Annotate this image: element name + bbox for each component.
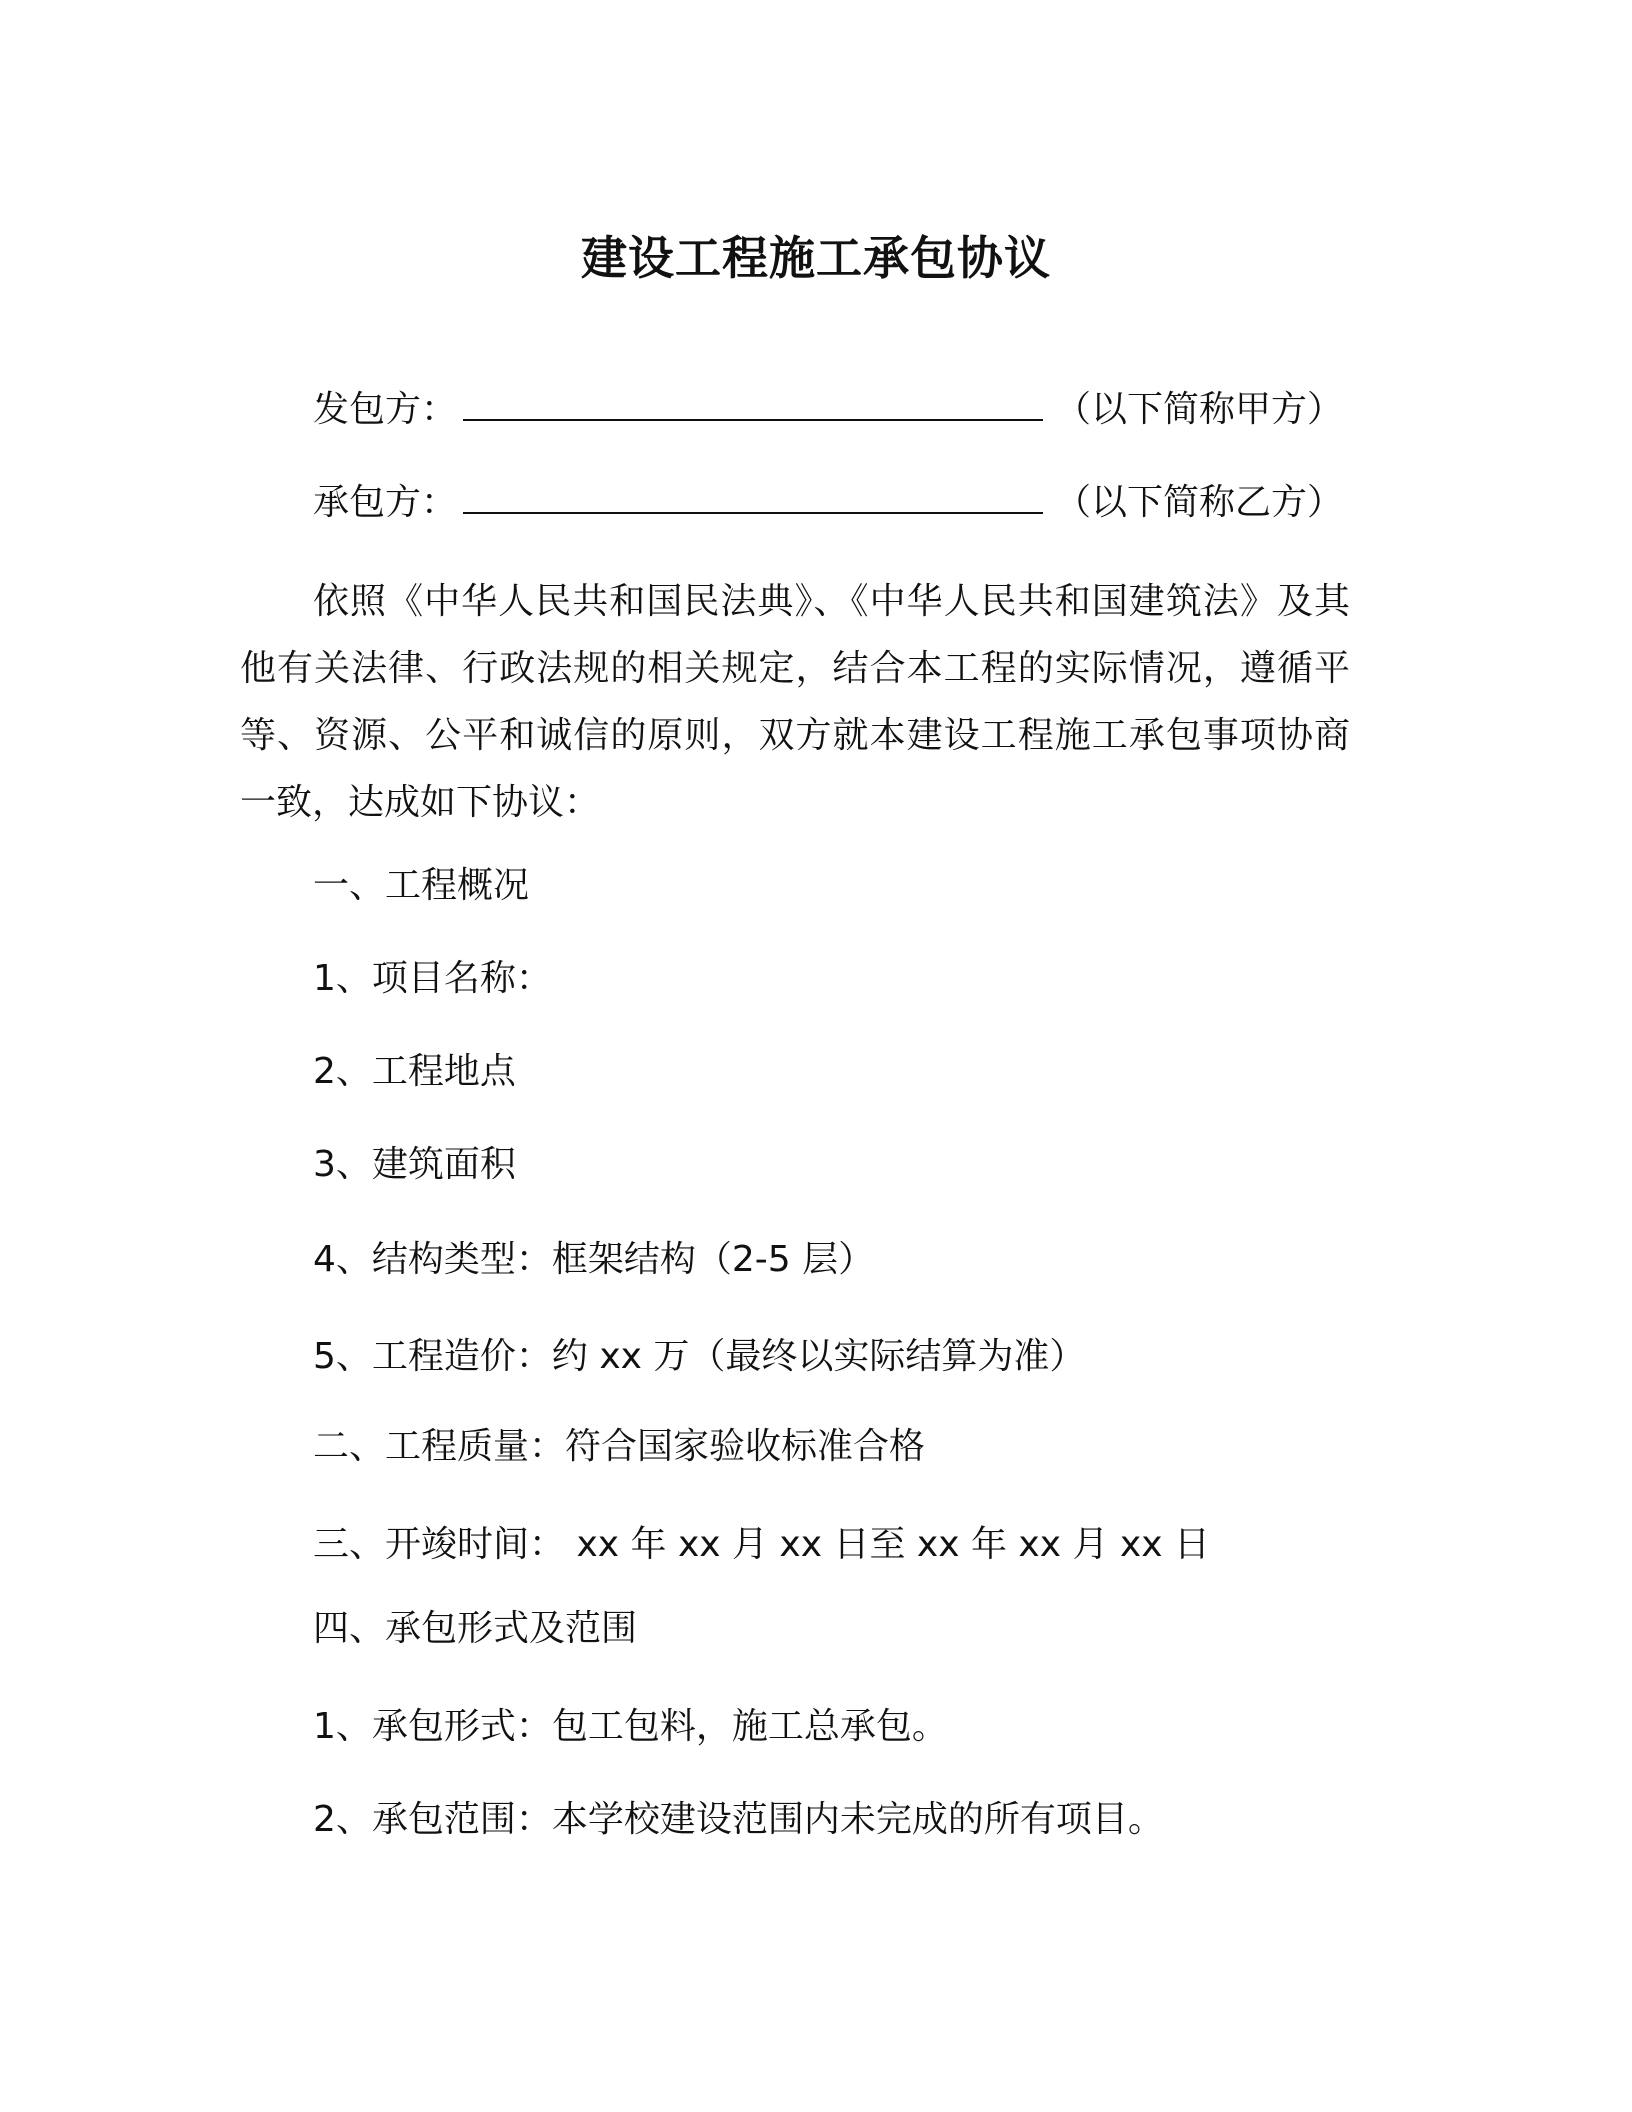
party-a-label: 发包方： <box>313 389 458 430</box>
section-3-heading: 三、开竣时间： xx 年 xx 月 xx 日至 xx 年 xx 月 xx 日 <box>313 1524 1210 1565</box>
section-2-heading: 二、工程质量：符合国家验收标准合格 <box>313 1426 926 1467</box>
section-1-item: 2、工程地点 <box>313 1051 516 1092</box>
party-b-blank-line <box>463 486 1043 514</box>
section-1-heading: 一、工程概况 <box>313 865 530 906</box>
preamble-paragraph: 依照《中华人民共和国民法典》、《中华人民共和国建筑法》及其他有关法律、行政法规的相关规定，结合本工程的实际情况，遵循平等、资源、公平和诚信的原则，双方就本建设工程施工承包事项协商一致，达成如下协议： <box>240 581 1350 823</box>
document-title: 建设工程施工承包协议 <box>581 231 1051 285</box>
section-4-item: 2、承包范围：本学校建设范围内未完成的所有项目。 <box>313 1799 1164 1840</box>
section-4-heading: 四、承包形式及范围 <box>313 1608 638 1649</box>
party-b-suffix: （以下简称乙方） <box>1055 482 1344 523</box>
party-b-row <box>313 479 1343 527</box>
party-a-row <box>313 386 1343 434</box>
section-1-item: 3、建筑面积 <box>313 1144 516 1185</box>
party-a-blank-line <box>463 393 1043 421</box>
section-4-item: 1、承包形式：包工包料，施工总承包。 <box>313 1706 948 1747</box>
section-1-item: 5、工程造价：约 xx 万（最终以实际结算为准） <box>313 1336 1086 1377</box>
party-a-suffix: （以下简称甲方） <box>1055 389 1344 430</box>
party-b-label: 承包方： <box>313 482 458 523</box>
section-1-item: 4、结构类型：框架结构（2-5 层） <box>313 1239 875 1280</box>
section-1-item: 1、项目名称： <box>313 958 552 999</box>
